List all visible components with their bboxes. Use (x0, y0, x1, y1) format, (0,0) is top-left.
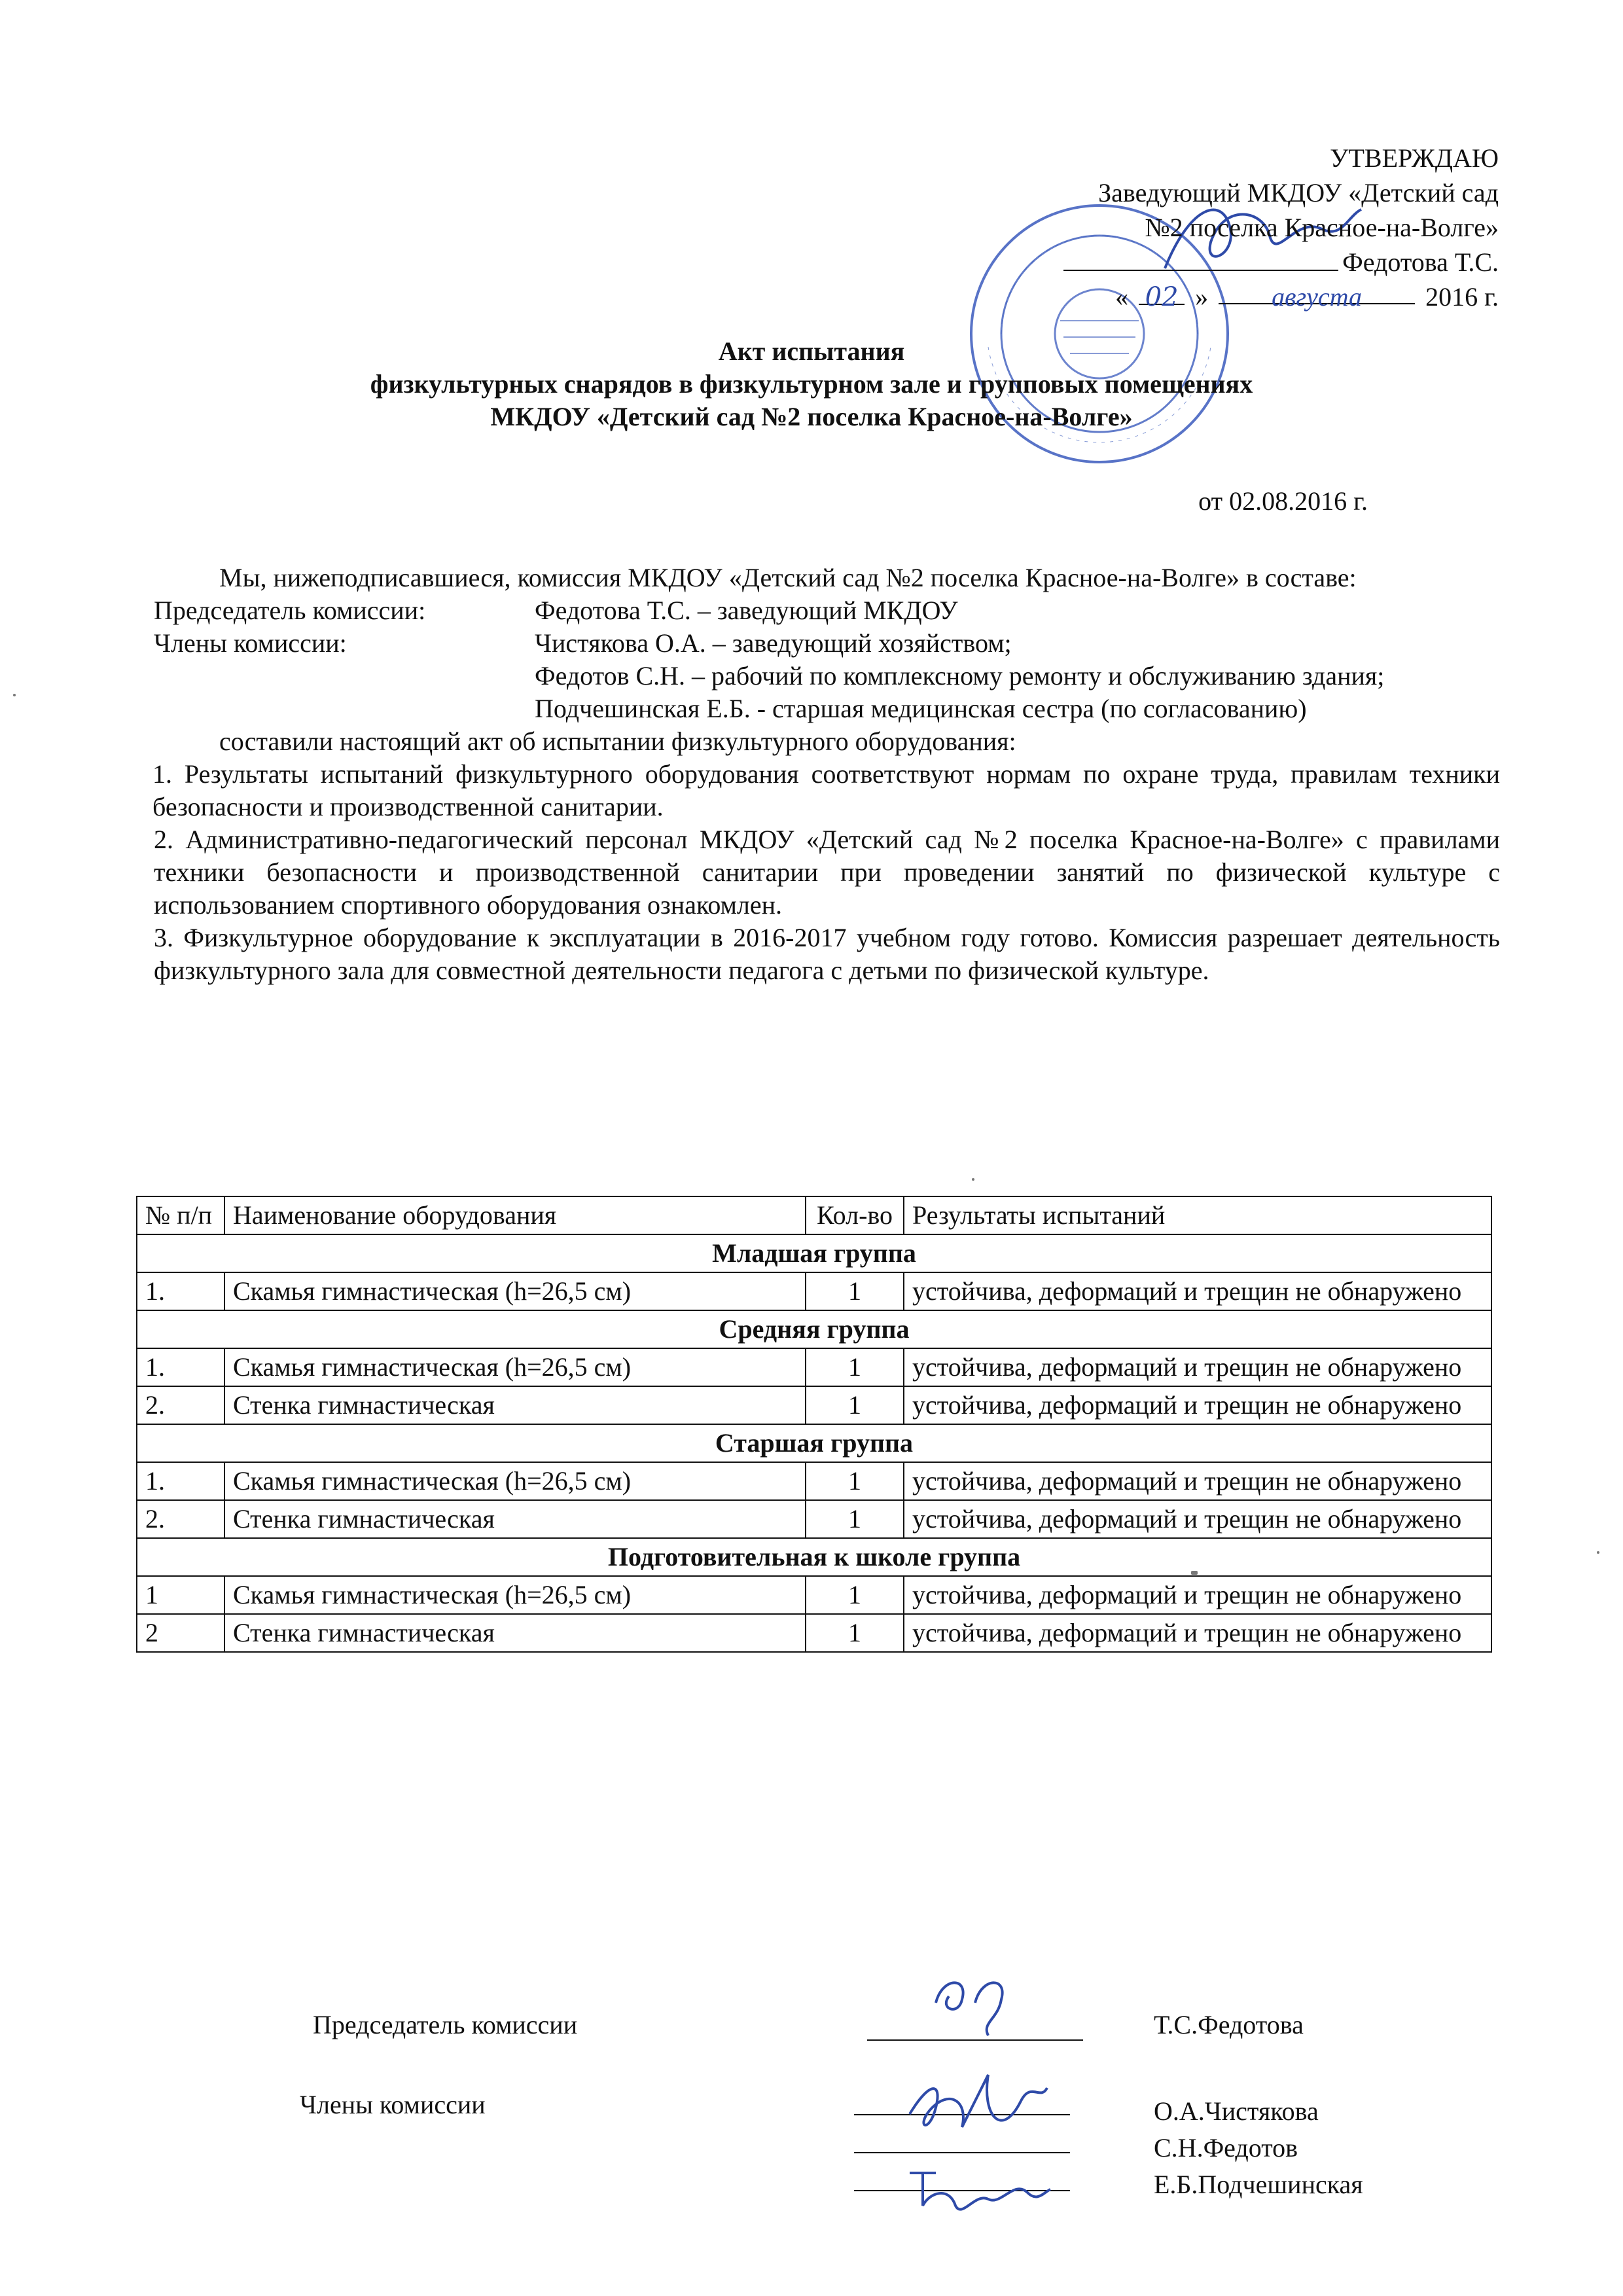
chair-row (154, 594, 1500, 627)
row-quantity: 1 (806, 1272, 904, 1310)
table-header-row (137, 1196, 1491, 1234)
date-day-handwritten: 02 (1139, 280, 1185, 305)
row-result: устойчива, деформаций и трещин не обнаружено (904, 1272, 1491, 1310)
member-signature-2 (897, 2153, 1060, 2225)
member-name: Е.Б.Подчешинская (1154, 2170, 1363, 2199)
title-line-2: физкультурных снарядов в физкультурном зале и групповых помещениях (370, 369, 1253, 399)
member-2: Федотов С.Н. – рабочий по комплексному ремонту и обслуживанию здания; (535, 661, 1385, 691)
table-row (137, 1386, 1491, 1424)
approval-date (1060, 279, 1499, 314)
approval-signature-line (1060, 245, 1499, 279)
point-1: 1. Результаты испытаний физкультурного оборудования соответствуют нормам по охране труда, правилам техники безопасности и производственной санитарии. (152, 759, 1500, 821)
row-number: 1. (137, 1272, 224, 1310)
date-year: 2016 г. (1425, 282, 1499, 312)
row-quantity: 1 (806, 1614, 904, 1652)
row-number: 1. (137, 1462, 224, 1500)
row-result: устойчива, деформаций и трещин не обнаружено (904, 1386, 1491, 1424)
member-name: С.Н.Федотов (1154, 2133, 1298, 2162)
table-row (137, 1462, 1491, 1500)
row-result: устойчива, деформаций и трещин не обнаружено (904, 1348, 1491, 1386)
row-equipment: Стенка гимнастическая (224, 1614, 806, 1652)
member-signature-1 (890, 2062, 1060, 2160)
row-quantity: 1 (806, 1500, 904, 1538)
group-row (137, 1310, 1491, 1348)
scan-speck (1191, 1571, 1198, 1575)
row-result: устойчива, деформаций и трещин не обнаружено (904, 1576, 1491, 1614)
row-equipment: Скамья гимнастическая (h=26,5 см) (224, 1272, 806, 1310)
chair-signature-name: Т.С.Федотова (1154, 2010, 1304, 2039)
table-row (137, 1348, 1491, 1386)
composed-line: составили настоящий акт об испытании физкультурного оборудования: (219, 726, 1016, 756)
point-2: 2. Административно-педагогический персонал МКДОУ «Детский сад №2 поселка Красное-на-Волге» с правилами техники безопасности и производственной санитарии при проведении занятий по физической культуре с использованием спортивного оборудования ознакомлен. (154, 825, 1500, 920)
member-names (1154, 2093, 1363, 2203)
group-row (137, 1538, 1491, 1576)
approval-block (1060, 141, 1499, 314)
header-number: № п/п (137, 1196, 224, 1234)
date-open-quote: « (1115, 282, 1129, 312)
table-row (137, 1576, 1491, 1614)
row-equipment: Скамья гимнастическая (h=26,5 см) (224, 1462, 806, 1500)
row-result: устойчива, деформаций и трещин не обнаружено (904, 1462, 1491, 1500)
point-3: 3. Физкультурное оборудование к эксплуатации в 2016-2017 учебном году готово. Комиссия разрешает деятельность физкультурного зала для совместной деятельности педагога с детьми по физической культуре. (154, 923, 1500, 985)
members-signature-label: Члены комиссии (300, 2090, 486, 2119)
group-row (137, 1234, 1491, 1272)
group-title: Старшая группа (137, 1424, 1491, 1462)
row-result: устойчива, деформаций и трещин не обнаружено (904, 1500, 1491, 1538)
row-number: 1. (137, 1348, 224, 1386)
group-title: Младшая группа (137, 1234, 1491, 1272)
members-role: Члены комиссии: (154, 628, 347, 658)
group-row (137, 1424, 1491, 1462)
document-body (154, 562, 1500, 987)
row-number: 1 (137, 1576, 224, 1614)
scan-speck (1597, 1551, 1599, 1554)
row-quantity: 1 (806, 1462, 904, 1500)
table-row (137, 1272, 1491, 1310)
intro-paragraph: Мы, нижеподписавшиеся, комиссия МКДОУ «Детский сад №2 поселка Красное-на-Волге» в составе: (219, 563, 1357, 592)
row-equipment: Стенка гимнастическая (224, 1500, 806, 1538)
chair-signature (923, 1970, 1054, 2042)
scan-speck (972, 1178, 974, 1181)
header-results: Результаты испытаний (904, 1196, 1491, 1234)
date-month-handwritten: августа (1219, 279, 1415, 304)
scan-speck (13, 694, 16, 696)
approval-heading: УТВЕРЖДАЮ (1330, 143, 1499, 173)
row-quantity: 1 (806, 1386, 904, 1424)
row-number: 2. (137, 1500, 224, 1538)
chair-signature-label: Председатель комиссии (313, 2010, 578, 2039)
members-row (154, 627, 1500, 660)
title-line-1: Акт испытания (718, 336, 905, 366)
header-equipment: Наименование оборудования (224, 1196, 806, 1234)
row-number: 2 (137, 1614, 224, 1652)
group-title: Подготовительная к школе группа (137, 1538, 1491, 1576)
member-3: Подчешинская Е.Б. - старшая медицинская сестра (по согласованию) (535, 694, 1307, 723)
results-table (136, 1196, 1492, 1653)
header-quantity: Кол-во (806, 1196, 904, 1234)
member-name: О.А.Чистякова (1154, 2096, 1319, 2126)
approval-position: Заведующий МКДОУ «Детский сад (1098, 178, 1499, 207)
row-equipment: Скамья гимнастическая (h=26,5 см) (224, 1576, 806, 1614)
approval-name: Федотова Т.С. (1342, 247, 1499, 277)
row-quantity: 1 (806, 1348, 904, 1386)
row-number: 2. (137, 1386, 224, 1424)
table-row (137, 1614, 1491, 1652)
signature-blank (1063, 246, 1338, 271)
act-date: от 02.08.2016 г. (1198, 486, 1368, 516)
row-equipment: Скамья гимнастическая (h=26,5 см) (224, 1348, 806, 1386)
group-title: Средняя группа (137, 1310, 1491, 1348)
document-title (0, 335, 1623, 433)
row-result: устойчива, деформаций и трещин не обнаружено (904, 1614, 1491, 1652)
chair-value: Федотова Т.С. – заведующий МКДОУ (535, 596, 958, 625)
table-row (137, 1500, 1491, 1538)
row-quantity: 1 (806, 1576, 904, 1614)
title-line-3: МКДОУ «Детский сад №2 поселка Красное-на-Волге» (490, 402, 1133, 431)
member-1: Чистякова О.А. – заведующий хозяйством; (535, 628, 1012, 658)
date-close-quote: » (1195, 282, 1209, 312)
approval-organization: №2 поселка Красное-на-Волге» (1145, 213, 1499, 242)
chair-role: Председатель комиссии: (154, 596, 426, 625)
row-equipment: Стенка гимнастическая (224, 1386, 806, 1424)
